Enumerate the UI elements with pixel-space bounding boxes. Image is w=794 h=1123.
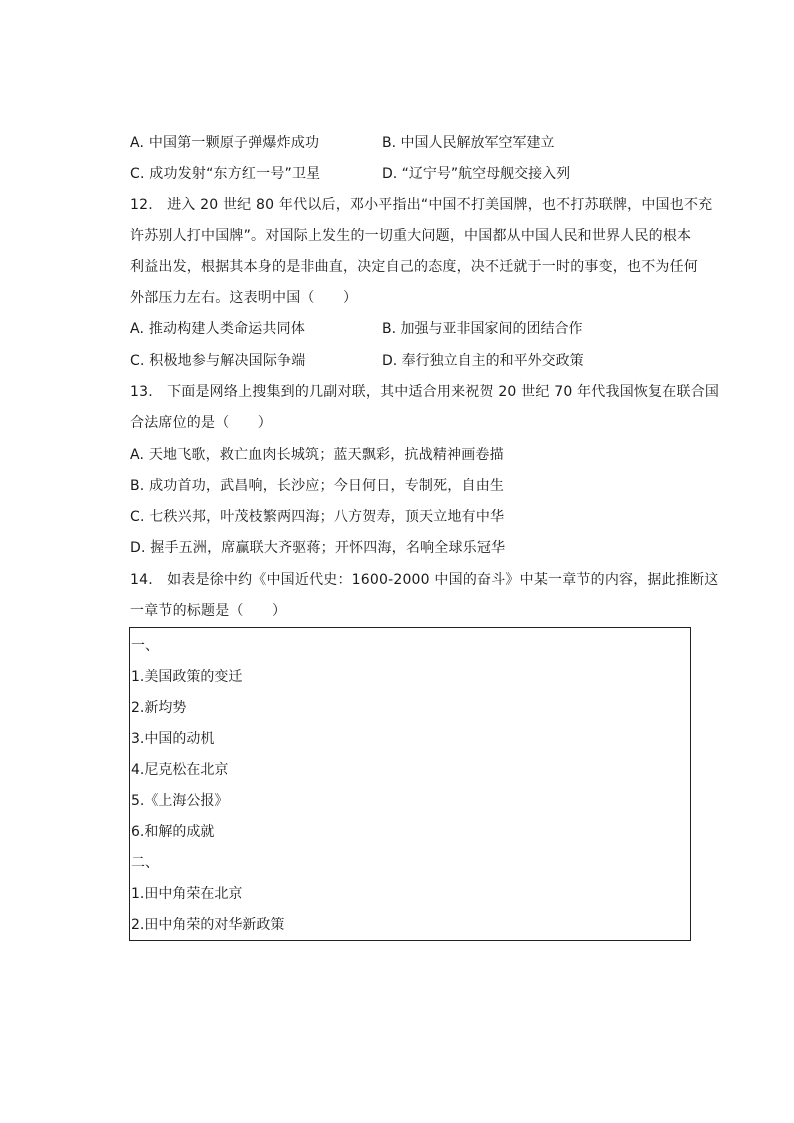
table-row: 5.《上海公报》 [131,793,229,809]
q12-stem-line-3: 利益出发，根据其本身的是非曲直，决定自己的态度，决不迁就于一时的事变，也不为任何 [130,259,698,275]
table-row: 1.田中角荣在北京 [131,886,243,902]
q13-stem-line-2: 合法席位的是（ ） [130,415,272,431]
q13-option-b: B. 成功首功，武昌响，长沙应；今日何日，专制死，自由生 [130,478,505,494]
q12-option-d: D. 奉行独立自主的和平外交政策 [382,353,584,369]
table-row: 2.新均势 [131,700,187,716]
q12-stem-line-2: 许苏别人打中国牌”。对国际上发生的一切重大问题，中国都从中国人民和世界人民的根本 [130,228,692,244]
table-row: 二、 [131,855,159,871]
q11-option-b: B. 中国人民解放军空军建立 [382,135,555,151]
q14-stem-line-1: 14. 如表是徐中约《中国近代史：1600-2000 中国的奋斗》中某一章节的内容，据此推断这 [130,572,719,588]
table-row: 4.尼克松在北京 [131,762,229,778]
q13-stem-line-1: 13. 下面是网络上搜集到的几副对联，其中适合用来祝贺 20 世纪 70 年代我国恢复在联合国 [130,384,720,400]
q14-chapter-table [129,627,691,941]
q12-option-c: C. 积极地参与解决国际争端 [130,353,306,369]
q11-option-a: A. 中国第一颗原子弹爆炸成功 [130,135,320,151]
q12-option-a: A. 推动构建人类命运共同体 [130,321,306,337]
table-row: 6.和解的成就 [131,824,215,840]
table-row: 3.中国的动机 [131,731,215,747]
table-row: 2.田中角荣的对华新政策 [131,917,285,933]
table-row: 一、 [131,638,159,654]
table-row: 1.美国政策的变迁 [131,669,243,685]
q14-stem-line-2: 一章节的标题是（ ） [130,603,287,619]
q11-option-d: D. “辽宁号”航空母舰交接入列 [382,166,571,182]
q13-option-d: D. 握手五洲，席赢联大齐驱蒋；开怀四海，名响全球乐冠华 [130,540,506,556]
q13-option-a: A. 天地飞歌，救亡血肉长城筑；蓝天飘彩，抗战精神画卷描 [130,447,504,463]
q11-option-c: C. 成功发射“东方红一号”卫星 [130,166,321,182]
q12-stem-line-1: 12. 进入 20 世纪 80 年代以后，邓小平指出“中国不打美国牌，也不打苏联牌，中国也不充 [130,197,713,213]
q12-option-b: B. 加强与亚非国家间的团结合作 [382,321,583,337]
q13-option-c: C. 七秩兴邦，叶茂枝繁两四海；八方贺寿，顶天立地有中华 [130,509,505,525]
q12-stem-line-4: 外部压力左右。这表明中国（ ） [130,290,358,306]
